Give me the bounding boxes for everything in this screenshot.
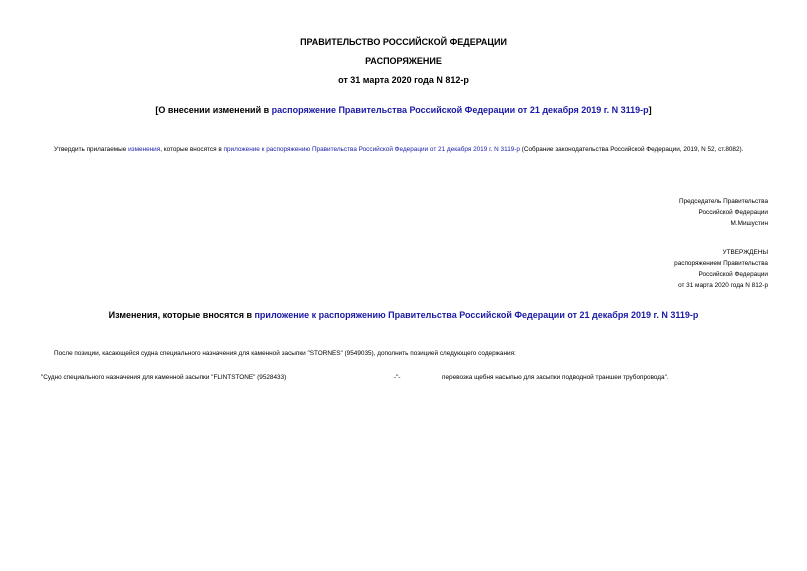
approval-country: Российской Федерации xyxy=(698,271,768,278)
changes-heading xyxy=(0,310,807,320)
intro-text-1: Утвердить прилагаемые xyxy=(54,146,129,153)
title-suffix: ] xyxy=(648,105,652,115)
approval-date: от 31 марта 2020 года N 812-р xyxy=(678,282,768,289)
government-header: ПРАВИТЕЛЬСТВО РОССИЙСКОЙ ФЕДЕРАЦИИ xyxy=(300,37,507,47)
table-cell-purpose: перевозка щебня насыпью для засыпки подводной траншеи трубопровода". xyxy=(442,374,669,381)
changes-heading-prefix: Изменения, которые вносятся в xyxy=(108,310,255,320)
intro-text-3: (Собрание законодательства Российской Федерации, 2019, N 52, ст.8082). xyxy=(519,146,744,153)
signature-name: М.Мишустин xyxy=(730,220,768,227)
intro-link-appendix[interactable]: приложение к распоряжению Правительства Российской Федерации от 21 декабря 2019 г. N 3119-р xyxy=(223,146,520,153)
signature-country: Российской Федерации xyxy=(698,209,768,216)
intro-paragraph xyxy=(40,144,770,156)
intro-text-2: , которые вносятся в xyxy=(160,146,224,153)
changes-heading-link[interactable]: приложение к распоряжению Правительства Российской Федерации от 21 декабря 2019 г. N 3119-р xyxy=(254,310,699,320)
approval-block xyxy=(674,247,768,291)
table-cell-dash: -"- xyxy=(394,374,401,381)
document-date-number: от 31 марта 2020 года N 812-р xyxy=(338,75,469,85)
document-type: РАСПОРЯЖЕНИЕ xyxy=(365,56,442,66)
changes-paragraph: После позиции, касающейся судна специального назначения для каменной засыпки "STORNES" (9549035), дополнить позицией следующего содержания: xyxy=(54,350,516,357)
document-title xyxy=(0,105,807,115)
title-prefix: [О внесении изменений в xyxy=(155,105,272,115)
table-cell-vessel: "Судно специального назначения для каменной засыпки "FLINTSTONE" (9528433) xyxy=(41,374,287,381)
intro-link-changes[interactable]: изменения xyxy=(128,146,161,153)
title-link[interactable]: распоряжение Правительства Российской Федерации от 21 декабря 2019 г. N 3119-р xyxy=(271,105,649,115)
signature-block xyxy=(679,196,768,229)
signature-position: Председатель Правительства xyxy=(679,198,768,205)
approval-title: УТВЕРЖДЕНЫ xyxy=(722,249,768,256)
approval-by: распоряжением Правительства xyxy=(674,260,768,267)
